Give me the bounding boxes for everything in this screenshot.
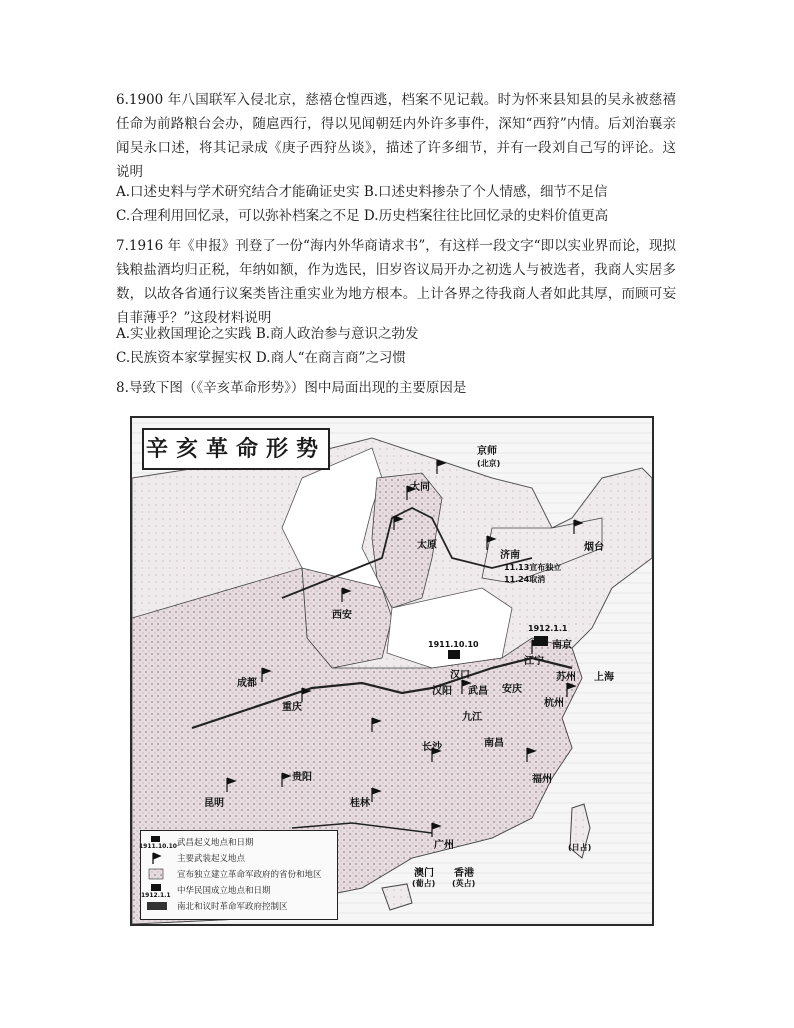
question-6-options-ab: A.口述史料与学术研究结合才能确证史实 B.口述史料掺杂了个人情感，细节不足信 bbox=[116, 184, 608, 200]
wuchang-date: 1911.10.10 bbox=[428, 640, 479, 649]
legend-row-wuchang bbox=[141, 835, 337, 849]
question-7-options bbox=[116, 322, 676, 370]
legend-label-1: 武昌起义地点和日期 bbox=[177, 838, 254, 848]
xinhai-revolution-map bbox=[130, 416, 654, 926]
legend-row-uprising bbox=[141, 851, 337, 865]
dot-pattern-icon bbox=[141, 867, 171, 881]
city-beijing-note: (北京) bbox=[477, 459, 501, 468]
city-guiyang: 贵阳 bbox=[292, 772, 312, 783]
city-chengdu: 成都 bbox=[237, 678, 257, 689]
legend-label-4: 中华民国成立地点和日期 bbox=[177, 886, 271, 896]
jinan-note-2: 11.24取消 bbox=[504, 575, 546, 584]
nanjing-date: 1912.1.1 bbox=[528, 624, 568, 633]
question-8-stem: 8.导致下图（《辛亥革命形势》）图中局面出现的主要原因是 bbox=[116, 380, 467, 396]
city-hankou: 汉口 bbox=[450, 670, 470, 681]
city-nanchang: 南昌 bbox=[484, 738, 504, 749]
city-xian: 西安 bbox=[332, 610, 352, 621]
map-title: 辛亥革命形势 bbox=[142, 428, 330, 470]
flag-icon bbox=[141, 851, 171, 865]
city-nanjing: 南京 bbox=[552, 640, 572, 651]
legend-row-control bbox=[141, 899, 337, 913]
city-chongqing: 重庆 bbox=[282, 702, 302, 713]
city-hanyang: 汉阳 bbox=[432, 686, 452, 697]
city-taiyuan: 太原 bbox=[417, 540, 437, 551]
question-6-stem: 6.1900 年八国联军入侵北京，慈禧仓惶西逃，档案不见记载。时为怀来县知县的吴永被慈禧任命为前路粮台会办，随扈西行，得以见闻朝廷内外许多事件，深知“西狩”内情。后刘治襄亲闻吴永口述，将其记录成《庚子西狩丛谈》，描述了许多细节，并有一段刘自己写的评论。这说明 bbox=[116, 92, 676, 180]
city-yantai: 烟台 bbox=[584, 542, 604, 553]
city-macau: 澳门 bbox=[414, 868, 434, 879]
taiwan-note: (日占) bbox=[568, 843, 592, 852]
question-7-stem: 7.1916 年《申报》刊登了一份“海内外华商请求书”，有这样一段文字“即以实业界而论，现拟钱粮盐酒均归正税，年纳如额，作为选民，旧岁咨议局开办之初选人与被选者，我商人实居多数，以故各省通行议案类皆注重实业为地方根本。上计各界之待我商人者如此其厚，而顾可妄自菲薄乎？”这段材料说明 bbox=[116, 238, 676, 326]
city-hongkong: 香港 bbox=[454, 868, 474, 879]
city-jiujiang: 九江 bbox=[462, 712, 482, 723]
city-suzhou: 苏州 bbox=[556, 672, 576, 683]
legend-label-5: 南北和议时革命军政府控制区 bbox=[177, 902, 288, 912]
question-7-options-cd: C.民族资本家掌握实权 D.商人“在商言商”之习惯 bbox=[116, 350, 406, 366]
question-6 bbox=[116, 88, 676, 184]
city-hangzhou: 杭州 bbox=[544, 698, 564, 709]
city-jinan: 济南 bbox=[500, 550, 520, 561]
city-jiangning: 江宁 bbox=[524, 656, 544, 667]
city-datong: 大同 bbox=[410, 482, 430, 493]
city-kunming: 昆明 bbox=[204, 798, 224, 809]
question-6-options-cd: C.合理利用回忆录，可以弥补档案之不足 D.历史档案往往比回忆录的史料价值更高 bbox=[116, 208, 609, 224]
jinan-note-1: 11.13宣布独立 bbox=[504, 563, 562, 572]
city-wuchang: 武昌 bbox=[468, 686, 488, 697]
legend-label-3: 宣布独立建立革命军政府的省份和地区 bbox=[177, 870, 322, 880]
wuchang-flag-icon bbox=[448, 650, 460, 659]
question-7-options-ab: A.实业救国理论之实践 B.商人政治参与意识之勃发 bbox=[116, 326, 419, 342]
macau-note: (葡占) bbox=[412, 879, 436, 888]
nanjing-flag-icon bbox=[534, 636, 548, 646]
question-8 bbox=[116, 376, 676, 400]
legend-date-1: 1911.10.10 bbox=[139, 843, 177, 850]
city-anqing: 安庆 bbox=[502, 684, 522, 695]
legend-row-roc bbox=[141, 883, 337, 897]
question-7 bbox=[116, 234, 676, 330]
city-guilin: 桂林 bbox=[350, 798, 370, 809]
city-guangzhou: 广州 bbox=[434, 840, 454, 851]
map-legend bbox=[140, 830, 338, 920]
legend-row-independence bbox=[141, 867, 337, 881]
city-changsha: 长沙 bbox=[422, 742, 442, 753]
legend-label-2: 主要武装起义地点 bbox=[177, 854, 246, 864]
hongkong-note: (英占) bbox=[452, 879, 476, 888]
legend-date-2: 1912.1.1 bbox=[141, 892, 171, 899]
city-beijing: 京师 bbox=[477, 446, 497, 457]
question-6-options bbox=[116, 180, 676, 228]
city-fuzhou: 福州 bbox=[532, 774, 552, 785]
city-shanghai: 上海 bbox=[594, 672, 614, 683]
hatch-icon bbox=[141, 899, 171, 913]
